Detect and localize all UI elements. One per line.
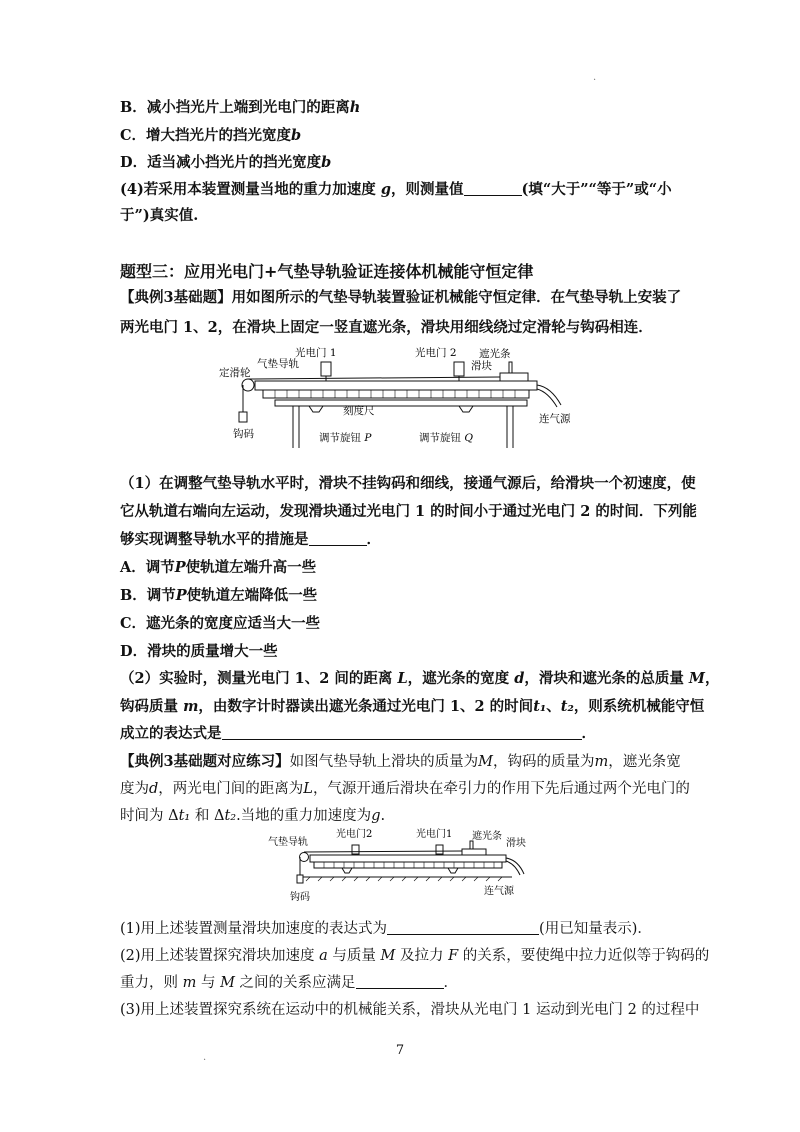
label-air-source: 连气源 (539, 413, 571, 425)
ex3-option-a: A．调节P使轨道左端升高一些 (120, 559, 317, 576)
option-c: C．增大挡光片的挡光宽度b (120, 127, 302, 144)
air-track-diagram-2 (262, 825, 552, 910)
label-weight: 钩码 (233, 428, 254, 440)
practice-line3: 时间为 Δt₁ 和 Δt₂.当地的重力加速度为g. (120, 808, 386, 824)
option-b: B．减小挡光片上端到光电门的距离h (120, 99, 361, 116)
answer-blank[interactable] (309, 531, 367, 546)
label-strip-2: 遮光条 (472, 831, 502, 842)
practice-q2-line1: (2)用上述装置探究滑块加速度 a 与质量 M 及拉力 F 的关系，要使绳中拉力近似等于钩码的 (120, 948, 710, 964)
label-gate-2b: 光电门2 (336, 829, 373, 840)
ex3-option-d: D．滑块的质量增大一些 (120, 643, 278, 660)
air-track-diagram-1 (215, 340, 585, 450)
label-pulley: 定滑轮 (219, 367, 251, 379)
example-3-intro-2: 两光电门 1、2，在滑块上固定一竖直遮光条，滑块用细线绕过定滑轮与钩码相连． (120, 319, 653, 336)
label-knob-p: 调节旋钮 P (319, 432, 372, 444)
label-gate-1b: 光电门1 (416, 829, 453, 840)
label-gate-1: 光电门 1 (295, 347, 337, 359)
answer-blank[interactable] (464, 181, 522, 196)
example-3-intro: 【典例3基础题】用如图所示的气垫导轨装置验证机械能守恒定律．在气垫导轨上安装了 (120, 289, 682, 306)
label-strip: 遮光条 (479, 348, 511, 360)
label-air-source-2: 连气源 (484, 886, 514, 897)
stray-dot: . (593, 72, 597, 83)
answer-blank[interactable] (387, 920, 539, 935)
answer-blank[interactable] (356, 974, 444, 989)
stray-dot: . (203, 1052, 207, 1063)
practice-q2-line2: 重力，则 m 与 M 之间的关系应满足 ． (120, 975, 459, 991)
question-4-cont: 于”)真实值. (120, 207, 199, 224)
answer-blank[interactable] (222, 725, 582, 740)
ex3-q2-line1: （2）实验时，测量光电门 1、2 间的距离 L，遮光条的宽度 d，滑块和遮光条的总质量 M， (120, 670, 720, 687)
ex3-option-c: C．遮光条的宽度应适当大一些 (120, 615, 321, 632)
ex3-q2-line3: 成立的表达式是 ． (120, 725, 596, 742)
ex3-q2-line2: 钩码质量 m，由数字计时器读出遮光条通过光电门 1、2 的时间t₁、t₂，则系统机械能守恒 (120, 698, 705, 715)
page-number: 7 (395, 1043, 405, 1058)
ex3-q1-line2: 它从轨道右端向左运动，发现滑块通过光电门 1 的时间小于通过光电门 2 的时间．下列能 (120, 503, 697, 520)
question-4: (4)若采用本装置测量当地的重力加速度 g，则测量值 (填“大于”“等于”或“小 (120, 181, 672, 198)
ex3-q1-line1: （1）在调整气垫导轨水平时，滑块不挂钩码和细线，接通气源后，给滑块一个初速度，使 (120, 475, 696, 492)
option-d: D．适当减小挡光片的挡光宽度b (120, 154, 332, 171)
label-gate-2: 光电门 2 (415, 347, 457, 359)
ex3-option-b: B．调节P使轨道左端降低一些 (120, 587, 318, 604)
label-track-2: 气垫导轨 (268, 837, 308, 848)
section-title: 题型三：应用光电门+气垫导轨验证连接体机械能守恒定律 (120, 262, 534, 281)
practice-q1: (1)用上述装置测量滑块加速度的表达式为 (用已知量表示)． (120, 921, 652, 937)
label-weight-2: 钩码 (290, 892, 310, 903)
label-scale: 刻度尺 (343, 405, 375, 417)
label-track: 气垫导轨 (257, 358, 299, 370)
label-knob-q: 调节旋钮 Q (419, 432, 473, 444)
label-slider-2: 滑块 (506, 838, 526, 849)
ex3-q1-line3: 够实现调整导轨水平的措施是 ． (120, 531, 381, 548)
practice-line1: 【典例3基础题对应练习】如图气垫导轨上滑块的质量为M，钩码的质量为m，遮光条宽 (120, 753, 681, 770)
label-slider: 滑块 (471, 360, 492, 372)
practice-line2: 度为d，两光电门间的距离为L，气源开通后滑块在牵引力的作用下先后通过两个光电门的 (120, 781, 690, 797)
practice-q3: (3)用上述装置探究系统在运动中的机械能关系，滑块从光电门 1 运动到光电门 2 的过程中 (120, 1002, 700, 1018)
